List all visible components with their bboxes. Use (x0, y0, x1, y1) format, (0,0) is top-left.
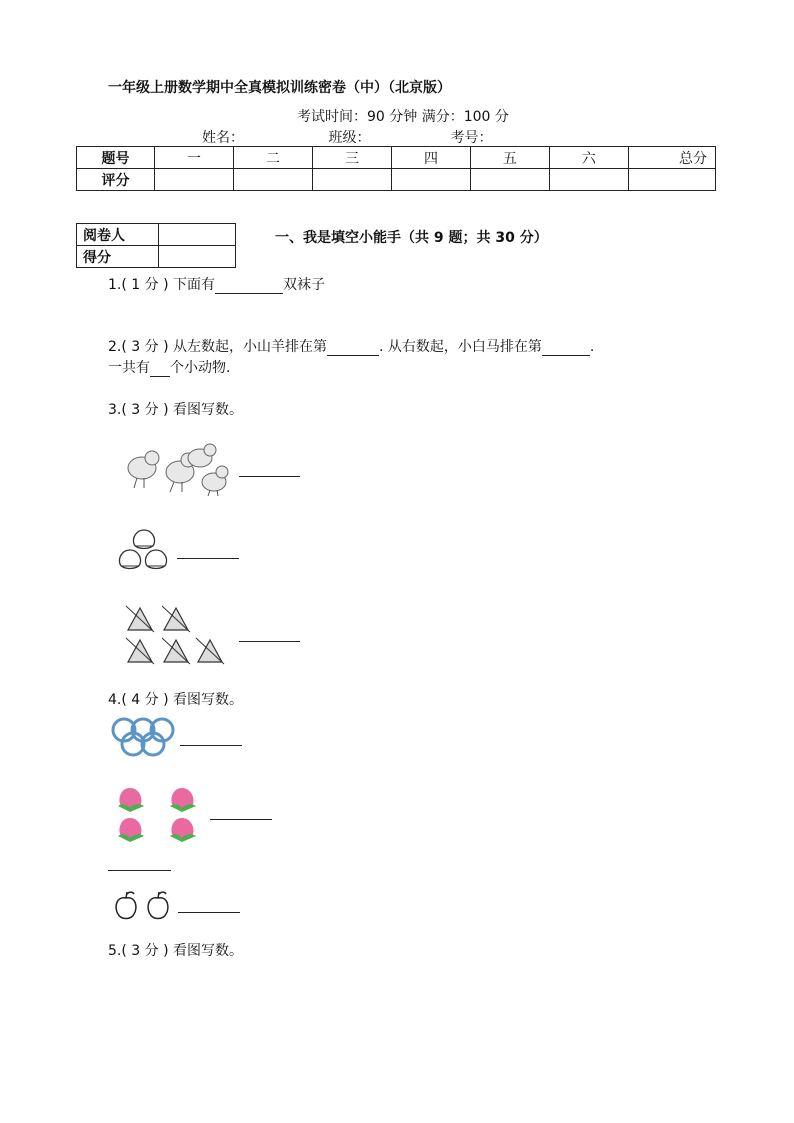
question-text: 看图写数。 (173, 402, 243, 418)
question-number: 1. (108, 277, 122, 293)
answer-line[interactable] (239, 476, 300, 477)
question-points: ( 3 分 ) (121, 402, 169, 418)
answer-blank[interactable] (215, 279, 283, 294)
question-text: 下面有 (173, 277, 215, 293)
student-info-line (202, 127, 572, 147)
answer-blank[interactable] (327, 341, 379, 356)
question-5 (108, 940, 243, 960)
score-table-score-row (77, 169, 716, 191)
question-points: ( 1 分 ) (121, 277, 169, 293)
pink-peaches-image (112, 782, 204, 846)
question-points: ( 3 分 ) (121, 943, 169, 959)
answer-line[interactable] (108, 870, 171, 871)
score-cell[interactable] (628, 169, 715, 191)
section-title: 一、我是填空小能手（共 9 题；共 30 分） (275, 230, 548, 246)
score-label: 得分 (77, 246, 159, 268)
exam-info: 考试时间：90 分钟 满分：100 分 (297, 109, 509, 125)
question-number: 4. (108, 692, 122, 708)
score-table-col: 四 (391, 147, 470, 169)
score-cell[interactable] (233, 169, 312, 191)
question-text: . 从右数起，小白马排在第 (379, 339, 542, 355)
question-2-line2 (108, 357, 230, 377)
question-number: 2. (108, 339, 122, 355)
peaches-outline-image (116, 524, 170, 574)
question-number: 5. (108, 943, 122, 959)
leaves-image (124, 604, 228, 666)
question-text: 看图写数。 (173, 692, 243, 708)
name-blank[interactable] (244, 132, 324, 147)
answer-line[interactable] (178, 912, 240, 913)
answer-blank[interactable] (542, 341, 590, 356)
answer-line[interactable] (210, 819, 272, 820)
score-table-col: 二 (233, 147, 312, 169)
question-text: 一共有 (108, 360, 150, 376)
reviewer-cell[interactable] (158, 224, 235, 246)
score-cell[interactable] (549, 169, 628, 191)
answer-line[interactable] (177, 558, 239, 559)
answer-blank[interactable] (150, 362, 170, 377)
score-table (76, 146, 716, 191)
class-label: 班级： (328, 130, 371, 146)
name-label: 姓名： (202, 130, 244, 146)
score-table-row-label: 评分 (77, 169, 155, 191)
grader-box (76, 223, 236, 268)
question-points: ( 3 分 ) (121, 339, 169, 355)
question-text: 看图写数。 (173, 943, 243, 959)
score-table-col: 总分 (628, 147, 715, 169)
answer-line[interactable] (180, 745, 242, 746)
question-number: 3. (108, 402, 122, 418)
score-value-cell[interactable] (158, 246, 235, 268)
question-text: 双袜子 (283, 277, 325, 293)
reviewer-label: 阅卷人 (77, 224, 159, 246)
question-1 (108, 274, 325, 294)
score-table-col: 三 (312, 147, 391, 169)
answer-line[interactable] (239, 641, 300, 642)
class-blank[interactable] (370, 132, 450, 147)
score-table-col: 五 (470, 147, 549, 169)
score-table-row-label: 题号 (77, 147, 155, 169)
question-2 (108, 336, 594, 356)
score-table-header-row (77, 147, 716, 169)
question-points: ( 4 分 ) (121, 692, 169, 708)
score-cell[interactable] (470, 169, 549, 191)
number-label: 考号： (450, 130, 493, 146)
question-text: 个小动物. (170, 360, 231, 376)
question-text: . (589, 339, 595, 355)
rings-image (110, 714, 176, 760)
number-blank[interactable] (492, 132, 572, 147)
score-cell[interactable] (391, 169, 470, 191)
score-table-col: 六 (549, 147, 628, 169)
score-cell[interactable] (155, 169, 234, 191)
question-4 (108, 689, 243, 709)
score-table-col: 一 (155, 147, 234, 169)
apples-image (112, 890, 174, 922)
page-title: 一年级上册数学期中全真模拟训练密卷（中）（北京版） (108, 80, 451, 96)
score-cell[interactable] (312, 169, 391, 191)
chicks-image (122, 440, 234, 500)
question-text: 从左数起，小山羊排在第 (173, 339, 327, 355)
question-3 (108, 399, 243, 419)
